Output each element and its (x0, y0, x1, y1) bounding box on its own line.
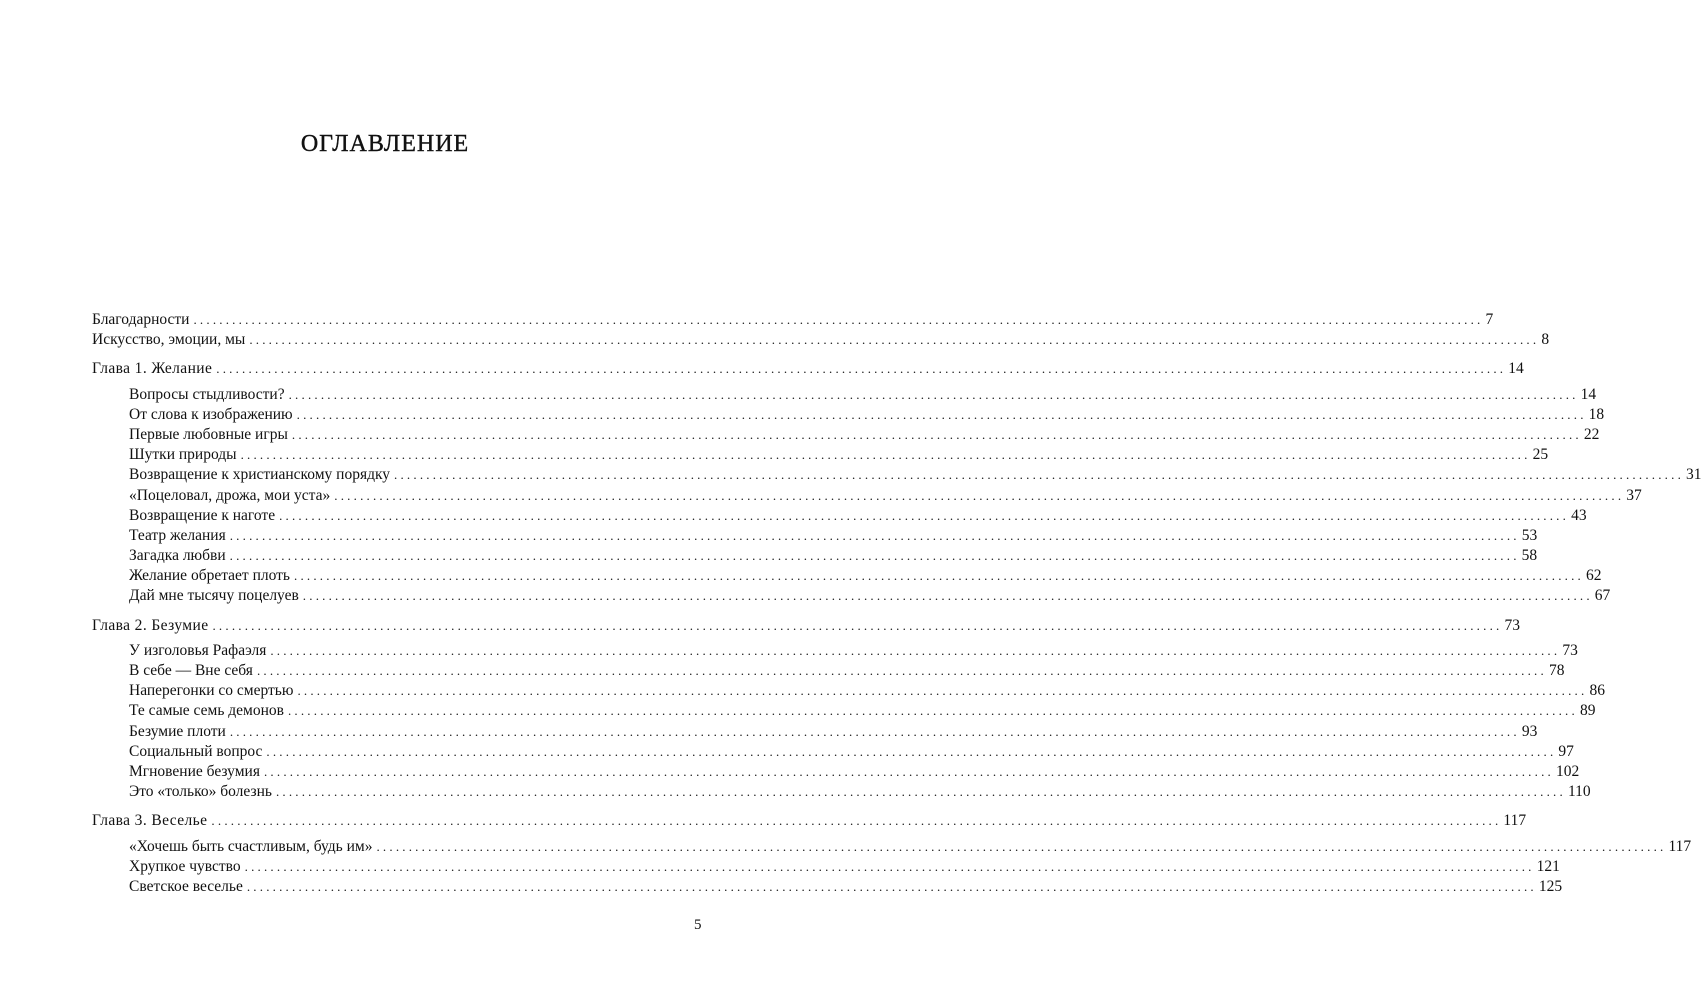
dot-leader: ........................................................................................................................................................................................................ (394, 467, 1685, 483)
section-page: 86 (1589, 682, 1605, 700)
section-label: Хрупкое чувство (129, 857, 241, 875)
dot-leader: ........................................................................................................................................................................................................ (288, 386, 1579, 402)
toc-section[interactable] (92, 722, 1538, 742)
section-label: В себе — Вне себя (129, 662, 253, 679)
toc-section[interactable] (92, 526, 1538, 546)
toc-section[interactable] (92, 566, 1602, 586)
page-title: ОГЛАВЛЕНИЕ (300, 131, 470, 157)
section-label: Вопросы стыдливости? (129, 385, 285, 403)
section-label: Социальный вопрос (129, 742, 263, 760)
chapter-label: Глава 1. Желание (92, 360, 213, 378)
toc-section[interactable] (92, 681, 1605, 701)
section-label: Возвращение к наготе (129, 506, 276, 524)
chapter-page: 14 (1508, 360, 1524, 378)
dot-leader: ........................................................................................................................................................................................................ (246, 878, 1537, 894)
toc-entry-label: Искусство, эмоции, мы (92, 331, 246, 349)
toc-section[interactable] (92, 546, 1538, 566)
section-label: Шутки природы (129, 446, 237, 464)
toc-entry-introduction[interactable] (92, 330, 1550, 350)
toc-section[interactable] (92, 782, 1591, 802)
toc-entry-label: Благодарности (92, 311, 190, 328)
toc-chapter-2[interactable] (92, 616, 1520, 636)
section-page: 78 (1548, 662, 1565, 679)
section-page: 89 (1579, 702, 1596, 720)
dot-leader: ........................................................................................................................................................................................................ (249, 332, 1540, 348)
table-of-contents (92, 310, 1702, 897)
section-label: У изголовья Рафаэля (129, 641, 267, 659)
section-page: 125 (1538, 877, 1563, 895)
dot-leader: ........................................................................................................................................................................................................ (211, 813, 1502, 829)
toc-entry-page: 7 (1485, 311, 1494, 328)
section-label: Возвращение к христианскому порядку (129, 466, 391, 484)
toc-section[interactable] (92, 762, 1580, 782)
section-label: Первые любовные игры (129, 425, 288, 443)
toc-section[interactable] (92, 837, 1692, 857)
section-label: Желание обретает плоть (129, 567, 290, 585)
dot-leader: ........................................................................................................................................................................................................ (376, 838, 1667, 854)
section-page: 37 (1626, 486, 1642, 504)
dot-leader: ........................................................................................................................................................................................................ (275, 784, 1566, 800)
section-label: Загадка любви (129, 547, 226, 565)
toc-section[interactable] (92, 425, 1600, 445)
toc-section[interactable] (92, 445, 1549, 465)
section-label: «Поцеловал, дрожа, мои уста» (129, 486, 331, 504)
chapter-label: Глава 2. Безумие (92, 616, 209, 634)
section-page: 14 (1580, 385, 1597, 403)
section-label: Те самые семь демонов (129, 702, 284, 720)
section-gap (92, 607, 678, 616)
dot-leader: ........................................................................................................................................................................................................ (216, 361, 1507, 377)
dot-leader: ........................................................................................................................................................................................................ (263, 763, 1554, 779)
toc-section[interactable] (92, 641, 1578, 661)
section-page: 67 (1594, 587, 1611, 605)
toc-entry-acknowledgements[interactable] (92, 310, 1494, 330)
toc-section[interactable] (92, 857, 1560, 877)
page-number: 5 (694, 917, 702, 933)
dot-leader: ........................................................................................................................................................................................................ (302, 588, 1593, 604)
section-label: Театр желания (129, 526, 226, 544)
dot-leader: ........................................................................................................................................................................................................ (279, 507, 1570, 523)
dot-leader: ........................................................................................................................................................................................................ (294, 568, 1584, 584)
section-label: Мгновение безумия (129, 762, 260, 780)
toc-section[interactable] (92, 877, 1563, 897)
section-label: От слова к изображению (129, 405, 293, 423)
section-label: Это «только» болезнь (129, 783, 272, 801)
dot-leader: ........................................................................................................................................................................................................ (193, 312, 1484, 327)
section-page: 121 (1536, 857, 1560, 875)
toc-section[interactable] (92, 385, 1597, 405)
dot-leader: ........................................................................................................................................................................................................ (229, 723, 1520, 739)
section-page: 117 (1668, 837, 1692, 855)
chapter-page: 117 (1503, 812, 1527, 830)
section-page: 102 (1555, 762, 1580, 780)
toc-section[interactable] (92, 405, 1605, 425)
toc-section[interactable] (92, 742, 1574, 762)
dot-leader: ........................................................................................................................................................................................................ (287, 703, 1578, 719)
section-label: «Хочешь быть счастливым, будь им» (129, 837, 373, 855)
toc-section[interactable] (92, 586, 1611, 606)
toc-entry-page: 8 (1541, 331, 1550, 349)
section-page: 18 (1588, 405, 1605, 423)
dot-leader: ........................................................................................................................................................................................................ (256, 663, 1547, 678)
section-page: 110 (1567, 783, 1591, 801)
section-gap (92, 802, 678, 811)
section-page: 22 (1583, 425, 1600, 443)
toc-section[interactable] (92, 661, 1565, 681)
dot-leader: ........................................................................................................................................................................................................ (291, 426, 1582, 442)
dot-leader: ........................................................................................................................................................................................................ (229, 527, 1520, 543)
section-page: 62 (1586, 567, 1602, 585)
dot-leader: ........................................................................................................................................................................................................ (212, 617, 1503, 633)
dot-leader: ........................................................................................................................................................................................................ (240, 447, 1531, 463)
dot-leader: ........................................................................................................................................................................................................ (270, 642, 1561, 658)
section-label: Светское веселье (129, 877, 243, 895)
chapter-label: Глава 3. Веселье (92, 812, 208, 830)
dot-leader: ........................................................................................................................................................................................................ (297, 683, 1588, 699)
section-page: 97 (1558, 742, 1574, 760)
dot-leader: ........................................................................................................................................................................................................ (296, 406, 1587, 422)
toc-section[interactable] (92, 486, 1642, 506)
toc-section[interactable] (92, 465, 1702, 485)
section-label: Наперегонки со смертью (129, 682, 294, 700)
toc-section[interactable] (92, 506, 1587, 526)
chapter-page: 73 (1504, 616, 1520, 634)
section-page: 58 (1521, 547, 1538, 565)
section-page: 31 (1686, 466, 1702, 484)
section-page: 53 (1521, 526, 1538, 544)
section-label: Безумие плоти (129, 722, 226, 740)
section-label: Дай мне тысячу поцелуев (129, 587, 299, 605)
section-page: 25 (1532, 446, 1549, 464)
section-page: 93 (1521, 722, 1538, 740)
dot-leader: ........................................................................................................................................................................................................ (266, 743, 1557, 759)
section-gap (92, 350, 678, 359)
section-page: 43 (1571, 506, 1587, 524)
dot-leader: ........................................................................................................................................................................................................ (229, 548, 1520, 564)
toc-chapter-1[interactable] (92, 359, 1524, 379)
section-page: 73 (1562, 641, 1578, 659)
toc-section[interactable] (92, 701, 1596, 721)
toc-chapter-3[interactable] (92, 811, 1527, 831)
dot-leader: ........................................................................................................................................................................................................ (244, 858, 1535, 874)
dot-leader: ........................................................................................................................................................................................................ (334, 487, 1625, 503)
